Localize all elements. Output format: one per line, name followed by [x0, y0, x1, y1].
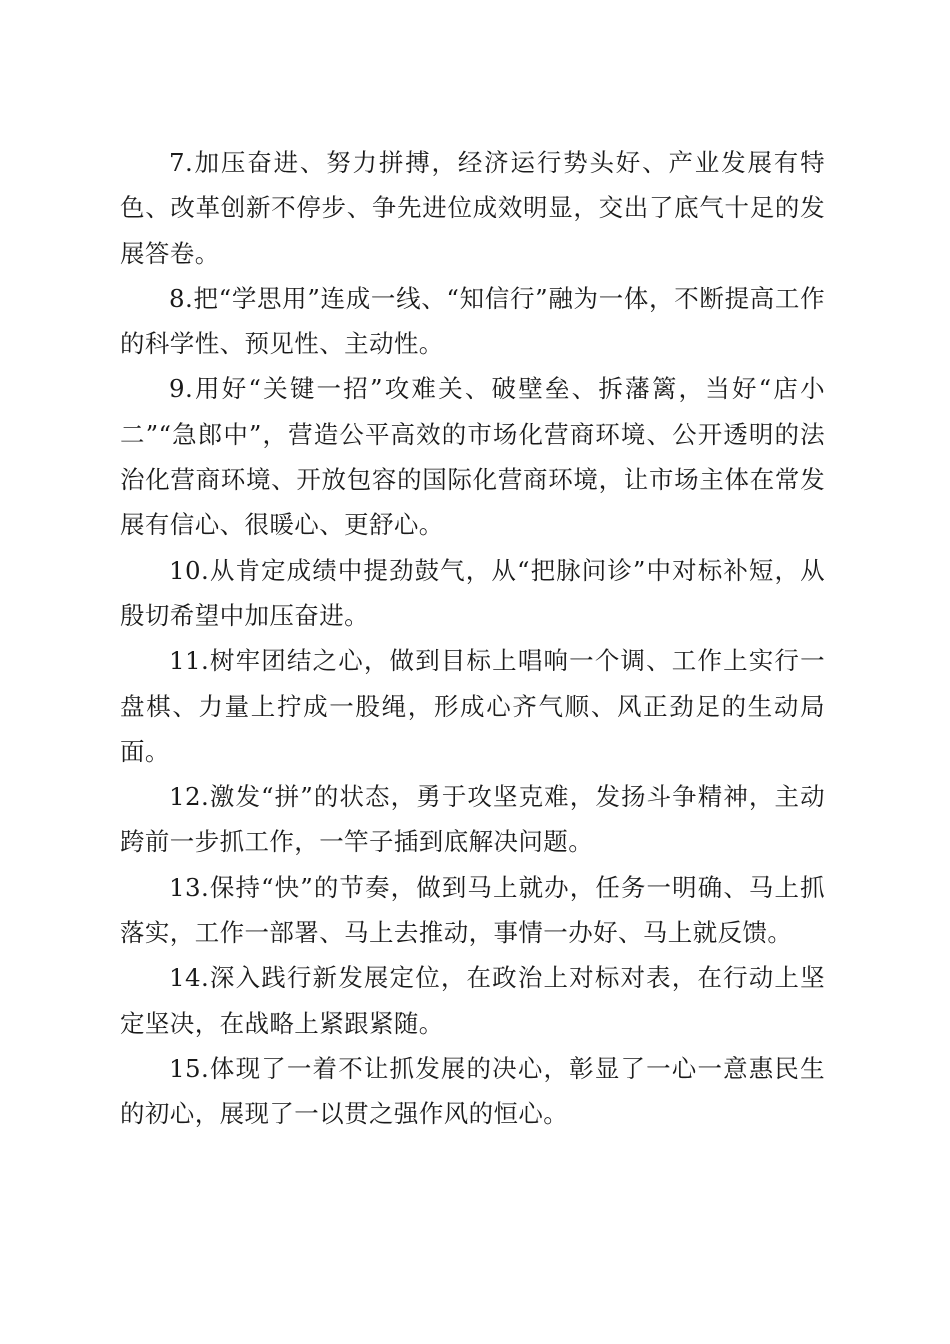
paragraph-7: 7.加压奋进、努力拼搏，经济运行势头好、产业发展有特色、改革创新不停步、争先进位成效明显，交出了底气十足的发展答卷。	[120, 148, 825, 268]
paragraph-9: 9.用好“关键一招”攻难关、破壁垒、拆藩篱，当好“店小二”“急郎中”，营造公平高效的市场化营商环境、公开透明的法治化营商环境、开放包容的国际化营商环境，让市场主体在常发展有信心、很暖心、更舒心。	[120, 374, 825, 540]
paragraph-15: 15.体现了一着不让抓发展的决心，彰显了一心一意惠民生的初心，展现了一以贯之强作风的恒心。	[120, 1053, 825, 1129]
paragraph-13: 13.保持“快”的节奏，做到马上就办，任务一明确、马上抓落实，工作一部署、马上去推动，事情一办好、马上就反馈。	[120, 872, 825, 948]
document-body	[120, 140, 825, 1137]
paragraph-8: 8.把“学思用”连成一线、“知信行”融为一体，不断提高工作的科学性、预见性、主动性。	[120, 283, 825, 359]
paragraph-10: 10.从肯定成绩中提劲鼓气，从“把脉问诊”中对标补短，从殷切希望中加压奋进。	[120, 555, 825, 630]
paragraph-14: 14.深入践行新发展定位，在政治上对标对表，在行动上坚定坚决，在战略上紧跟紧随。	[120, 963, 825, 1038]
paragraph-12: 12.激发“拼”的状态，勇于攻坚克难，发扬斗争精神，主动跨前一步抓工作，一竿子插到底解决问题。	[120, 782, 825, 857]
paragraph-11: 11.树牢团结之心，做到目标上唱响一个调、工作上实行一盘棋、力量上拧成一股绳，形成心齐气顺、风正劲足的生动局面。	[120, 646, 825, 766]
